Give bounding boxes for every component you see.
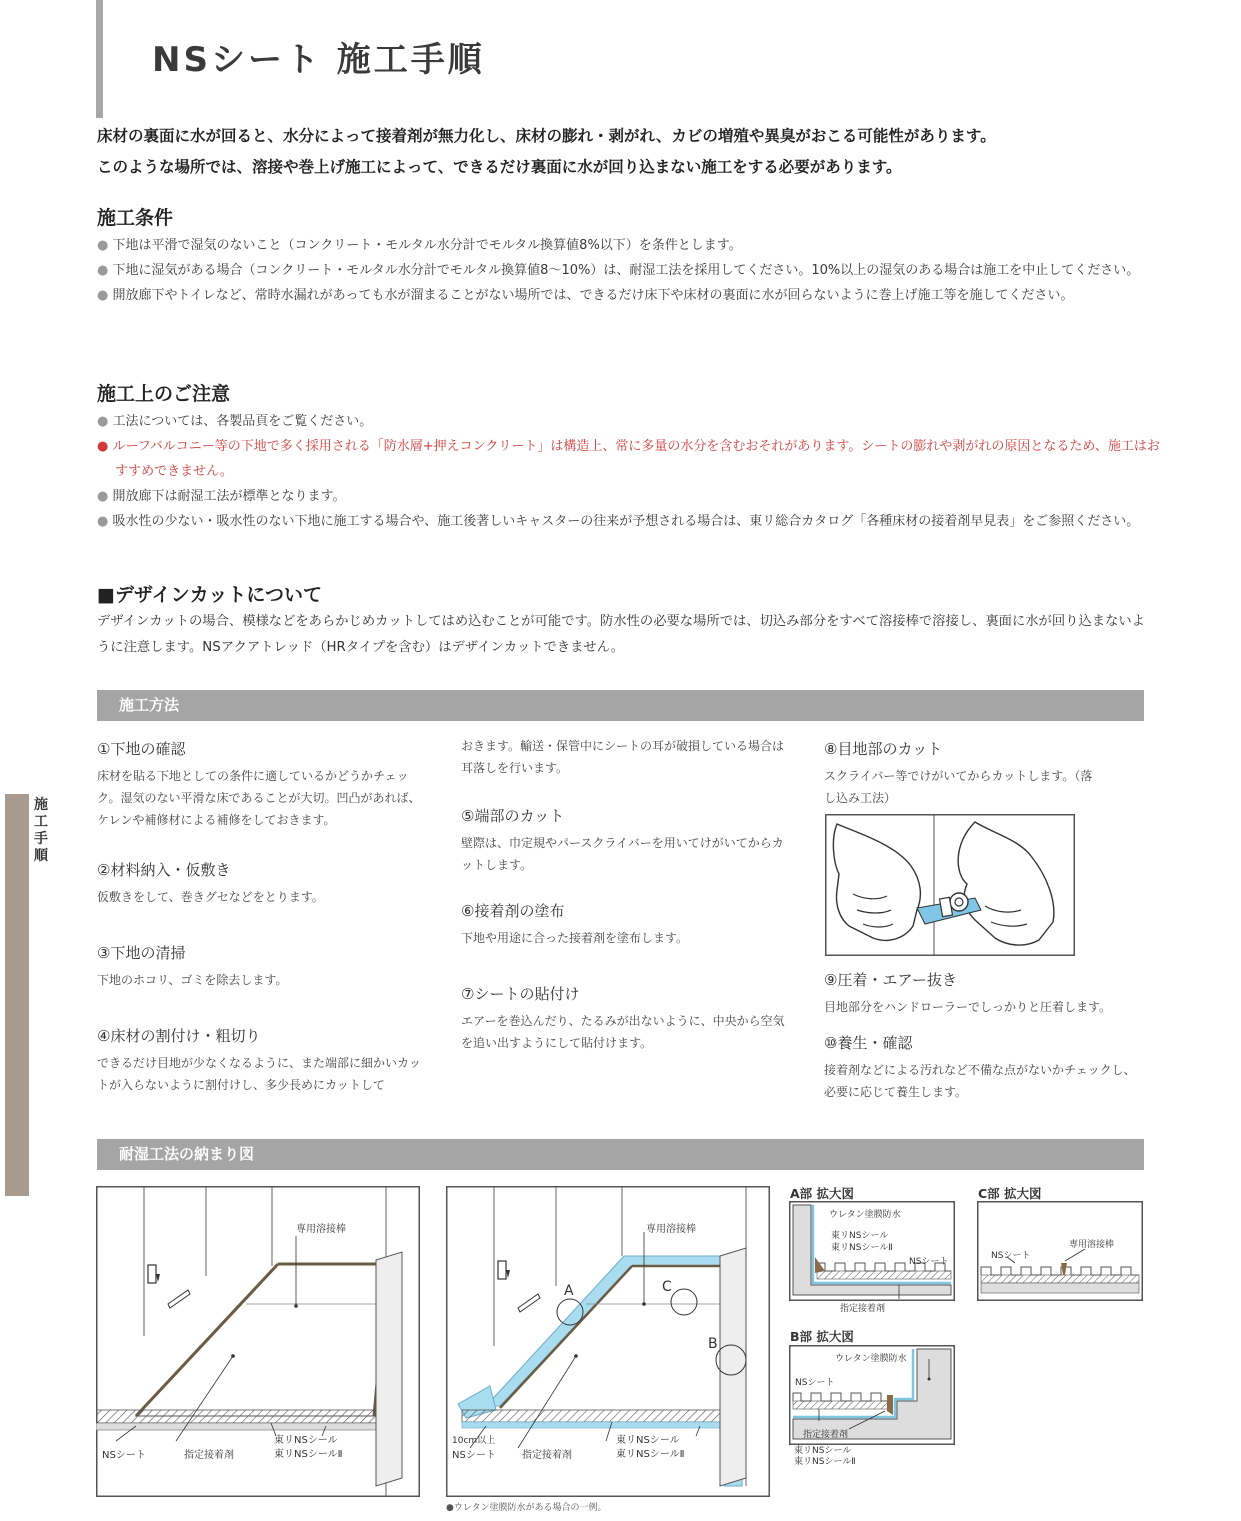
detail-b-seals bbox=[794, 1446, 856, 1468]
step-text: 壁際は、巾定規やパースクライバーを用いてけがいてからカットします。 bbox=[461, 836, 784, 872]
label-ns-sheet: NSシート bbox=[452, 1450, 496, 1461]
step-title: ①下地の確認 bbox=[97, 740, 186, 758]
label-adhesive: 指定接着剤 bbox=[522, 1450, 572, 1461]
list-item: ● 吸水性の少ない・吸水性のない下地に施工する場合や、施工後著しいキャスターの往来が予想される場合は、東リ総合カタログ「各種床材の接着剤早見表」をご参照ください。 bbox=[97, 514, 1140, 529]
detail-a bbox=[789, 1201, 955, 1301]
label-ns-sheet: NSシート bbox=[991, 1251, 1031, 1261]
intro-line-1: 床材の裏面に水が回ると、水分によって接着剤が無力化し、床材の膨れ・剥がれ、カビの増殖や異臭がおこる可能性があります。 bbox=[97, 127, 996, 145]
detail-b-title: B部 拡大図 bbox=[790, 1329, 854, 1344]
point-c-label: C bbox=[662, 1279, 672, 1295]
step-title: ⑨圧着・エアー抜き bbox=[824, 971, 957, 989]
diagram-note: ●ウレタン塗膜防水がある場合の一例。 bbox=[446, 1503, 607, 1513]
warning-item: ● ルーフバルコニー等の下地で多く採用される「防水層+押えコンクリート」は構造上、常に多量の水分を含むおそれがあります。シートの膨れや剥がれの原因となるため、施工はおすすめできません。 bbox=[97, 439, 1160, 479]
steps-column-2 bbox=[461, 735, 791, 1054]
label-ten-cm: 10cm以上 bbox=[452, 1436, 496, 1446]
step-text: 下地のホコリ、ゴミを除去します。 bbox=[97, 973, 288, 987]
label-seal-2: 東リNSシールⅡ bbox=[831, 1243, 893, 1253]
label-seal-1: 東リNSシール bbox=[616, 1435, 680, 1446]
list-item: ● 下地は平滑で湿気のないこと（コンクリート・モルタル水分計でモルタル換算値8%以下）を条件とします。 bbox=[97, 238, 742, 253]
conditions-heading: 施工条件 bbox=[97, 207, 174, 229]
detail-b bbox=[789, 1345, 955, 1445]
step-text: 下地や用途に合った接着剤を塗布します。 bbox=[461, 931, 689, 945]
label-seal-2: 東リNSシールⅡ bbox=[616, 1449, 685, 1460]
step-title: ④床材の割付け・粗切り bbox=[97, 1027, 261, 1045]
list-item: ● 下地に湿気がある場合（コンクリート・モルタル水分計でモルタル換算値8～10%）は、耐湿工法を採用してください。10%以上の湿気のある場合は施工を中止してください。 bbox=[97, 263, 1140, 278]
step-text: 目地部分をハンドローラーでしっかりと圧着します。 bbox=[824, 1000, 1112, 1014]
label-ns-sheet: NSシート bbox=[909, 1257, 949, 1267]
label-ns-sheet: NSシート bbox=[102, 1450, 146, 1461]
point-b-label: B bbox=[708, 1336, 718, 1352]
step-text: 仮敷きをして、巻きグセなどをとります。 bbox=[97, 890, 324, 904]
hands-cutting-illustration bbox=[825, 814, 1075, 956]
step-title: ⑩養生・確認 bbox=[824, 1034, 913, 1052]
step-text: 接着剤などによる汚れなど不備な点がないかチェックし、必要に応じて養生します。 bbox=[824, 1063, 1136, 1099]
page-title: NSシート 施工手順 bbox=[152, 40, 485, 80]
step-text: エアーを巻込んだり、たるみが出ないように、中央から空気を追い出すようにして貼付けます。 bbox=[461, 1014, 785, 1050]
room-diagram-2 bbox=[446, 1186, 770, 1497]
design-cut-text: デザインカットの場合、模様などをあらかじめカットしてはめ込むことが可能です。防水性の必要な場所では、切込み部分をすべて溶接棒で溶接し、裏面に水が回り込まないように注意します。NSアクアトレッド（HRタイプを含む）はデザインカットできません。 bbox=[97, 614, 1145, 655]
step-text: おきます。輸送・保管中にシートの耳が破損している場合は耳落しを行います。 bbox=[461, 739, 785, 775]
label-seal-2: 東リNSシールⅡ bbox=[794, 1457, 856, 1467]
step-text: 床材を貼る下地としての条件に適しているかどうかチェック。湿気のない平滑な床であることが大切。凹凸があれば、ケレンや補修材による補修をしておきます。 bbox=[97, 769, 421, 827]
label-urethane: ウレタン塗膜防水 bbox=[835, 1354, 907, 1364]
detail-c bbox=[977, 1201, 1143, 1301]
label-adhesive: 指定接着剤 bbox=[184, 1450, 234, 1461]
step-title: ⑧目地部のカット bbox=[824, 740, 943, 758]
list-item: ● 工法については、各製品頁をご覧ください。 bbox=[97, 414, 373, 429]
detail-a-title: A部 拡大図 bbox=[790, 1186, 855, 1201]
list-item: ● 開放廊下は耐湿工法が標準となります。 bbox=[97, 489, 346, 504]
step-title: ③下地の清掃 bbox=[97, 944, 186, 962]
label-adhesive: 指定接着剤 bbox=[803, 1430, 849, 1440]
label-seal-1: 東リNSシール bbox=[274, 1435, 338, 1446]
label-rod: 専用溶接棒 bbox=[296, 1224, 346, 1235]
steps-column-3 bbox=[824, 738, 1144, 809]
label-seal-2: 東リNSシールⅡ bbox=[274, 1449, 343, 1460]
design-cut-heading: ■デザインカットについて bbox=[97, 584, 323, 606]
cautions-list bbox=[97, 409, 1165, 534]
label-rod: 専用溶接棒 bbox=[646, 1224, 696, 1235]
label-ns-sheet: NSシート bbox=[795, 1378, 835, 1388]
point-a-label: A bbox=[564, 1283, 574, 1299]
cautions-heading: 施工上のご注意 bbox=[97, 383, 231, 405]
step-text: スクライバー等でけがいてからカットします。（落し込み工法） bbox=[824, 769, 1093, 805]
side-tab bbox=[5, 794, 29, 1196]
room-diagram-1 bbox=[96, 1186, 420, 1497]
conditions-list bbox=[97, 233, 1165, 308]
title-accent-bar bbox=[96, 0, 103, 118]
detail-c-title: C部 拡大図 bbox=[978, 1186, 1042, 1201]
list-item: ● 開放廊下やトイレなど、常時水漏れがあっても水が溜まることがない場所では、できるだけ床下や床材の裏面に水が回らないように巻上げ施工等を施してください。 bbox=[97, 288, 1074, 303]
detail-a-adhesive: 指定接着剤 bbox=[840, 1304, 886, 1314]
intro-text bbox=[97, 121, 1177, 183]
label-seal-1: 東リNSシール bbox=[831, 1231, 889, 1241]
intro-line-2: このような場所では、溶接や巻上げ施工によって、できるだけ裏面に水が回り込まない施工をする必要があります。 bbox=[97, 158, 902, 176]
step-title: ⑤端部のカット bbox=[461, 807, 565, 825]
step-text: できるだけ目地が少なくなるように、また端部に細かいカットが入らないように割付けし、多少長めにカットして bbox=[97, 1056, 421, 1092]
label-seal-1: 東リNSシール bbox=[794, 1446, 852, 1456]
step-title: ⑥接着剤の塗布 bbox=[461, 902, 565, 920]
step-title: ②材料納入・仮敷き bbox=[97, 861, 231, 879]
method-band: 施工方法 bbox=[97, 690, 1144, 721]
label-urethane: ウレタン塗膜防水 bbox=[829, 1210, 901, 1220]
step-title: ⑦シートの貼付け bbox=[461, 985, 580, 1003]
steps-column-3-lower bbox=[824, 969, 1144, 1103]
detail-band: 耐湿工法の納まり図 bbox=[97, 1139, 1144, 1170]
steps-column-1 bbox=[97, 738, 427, 1096]
label-rod: 専用溶接棒 bbox=[1069, 1240, 1115, 1250]
side-tab-label: 施工手順 bbox=[34, 797, 48, 864]
